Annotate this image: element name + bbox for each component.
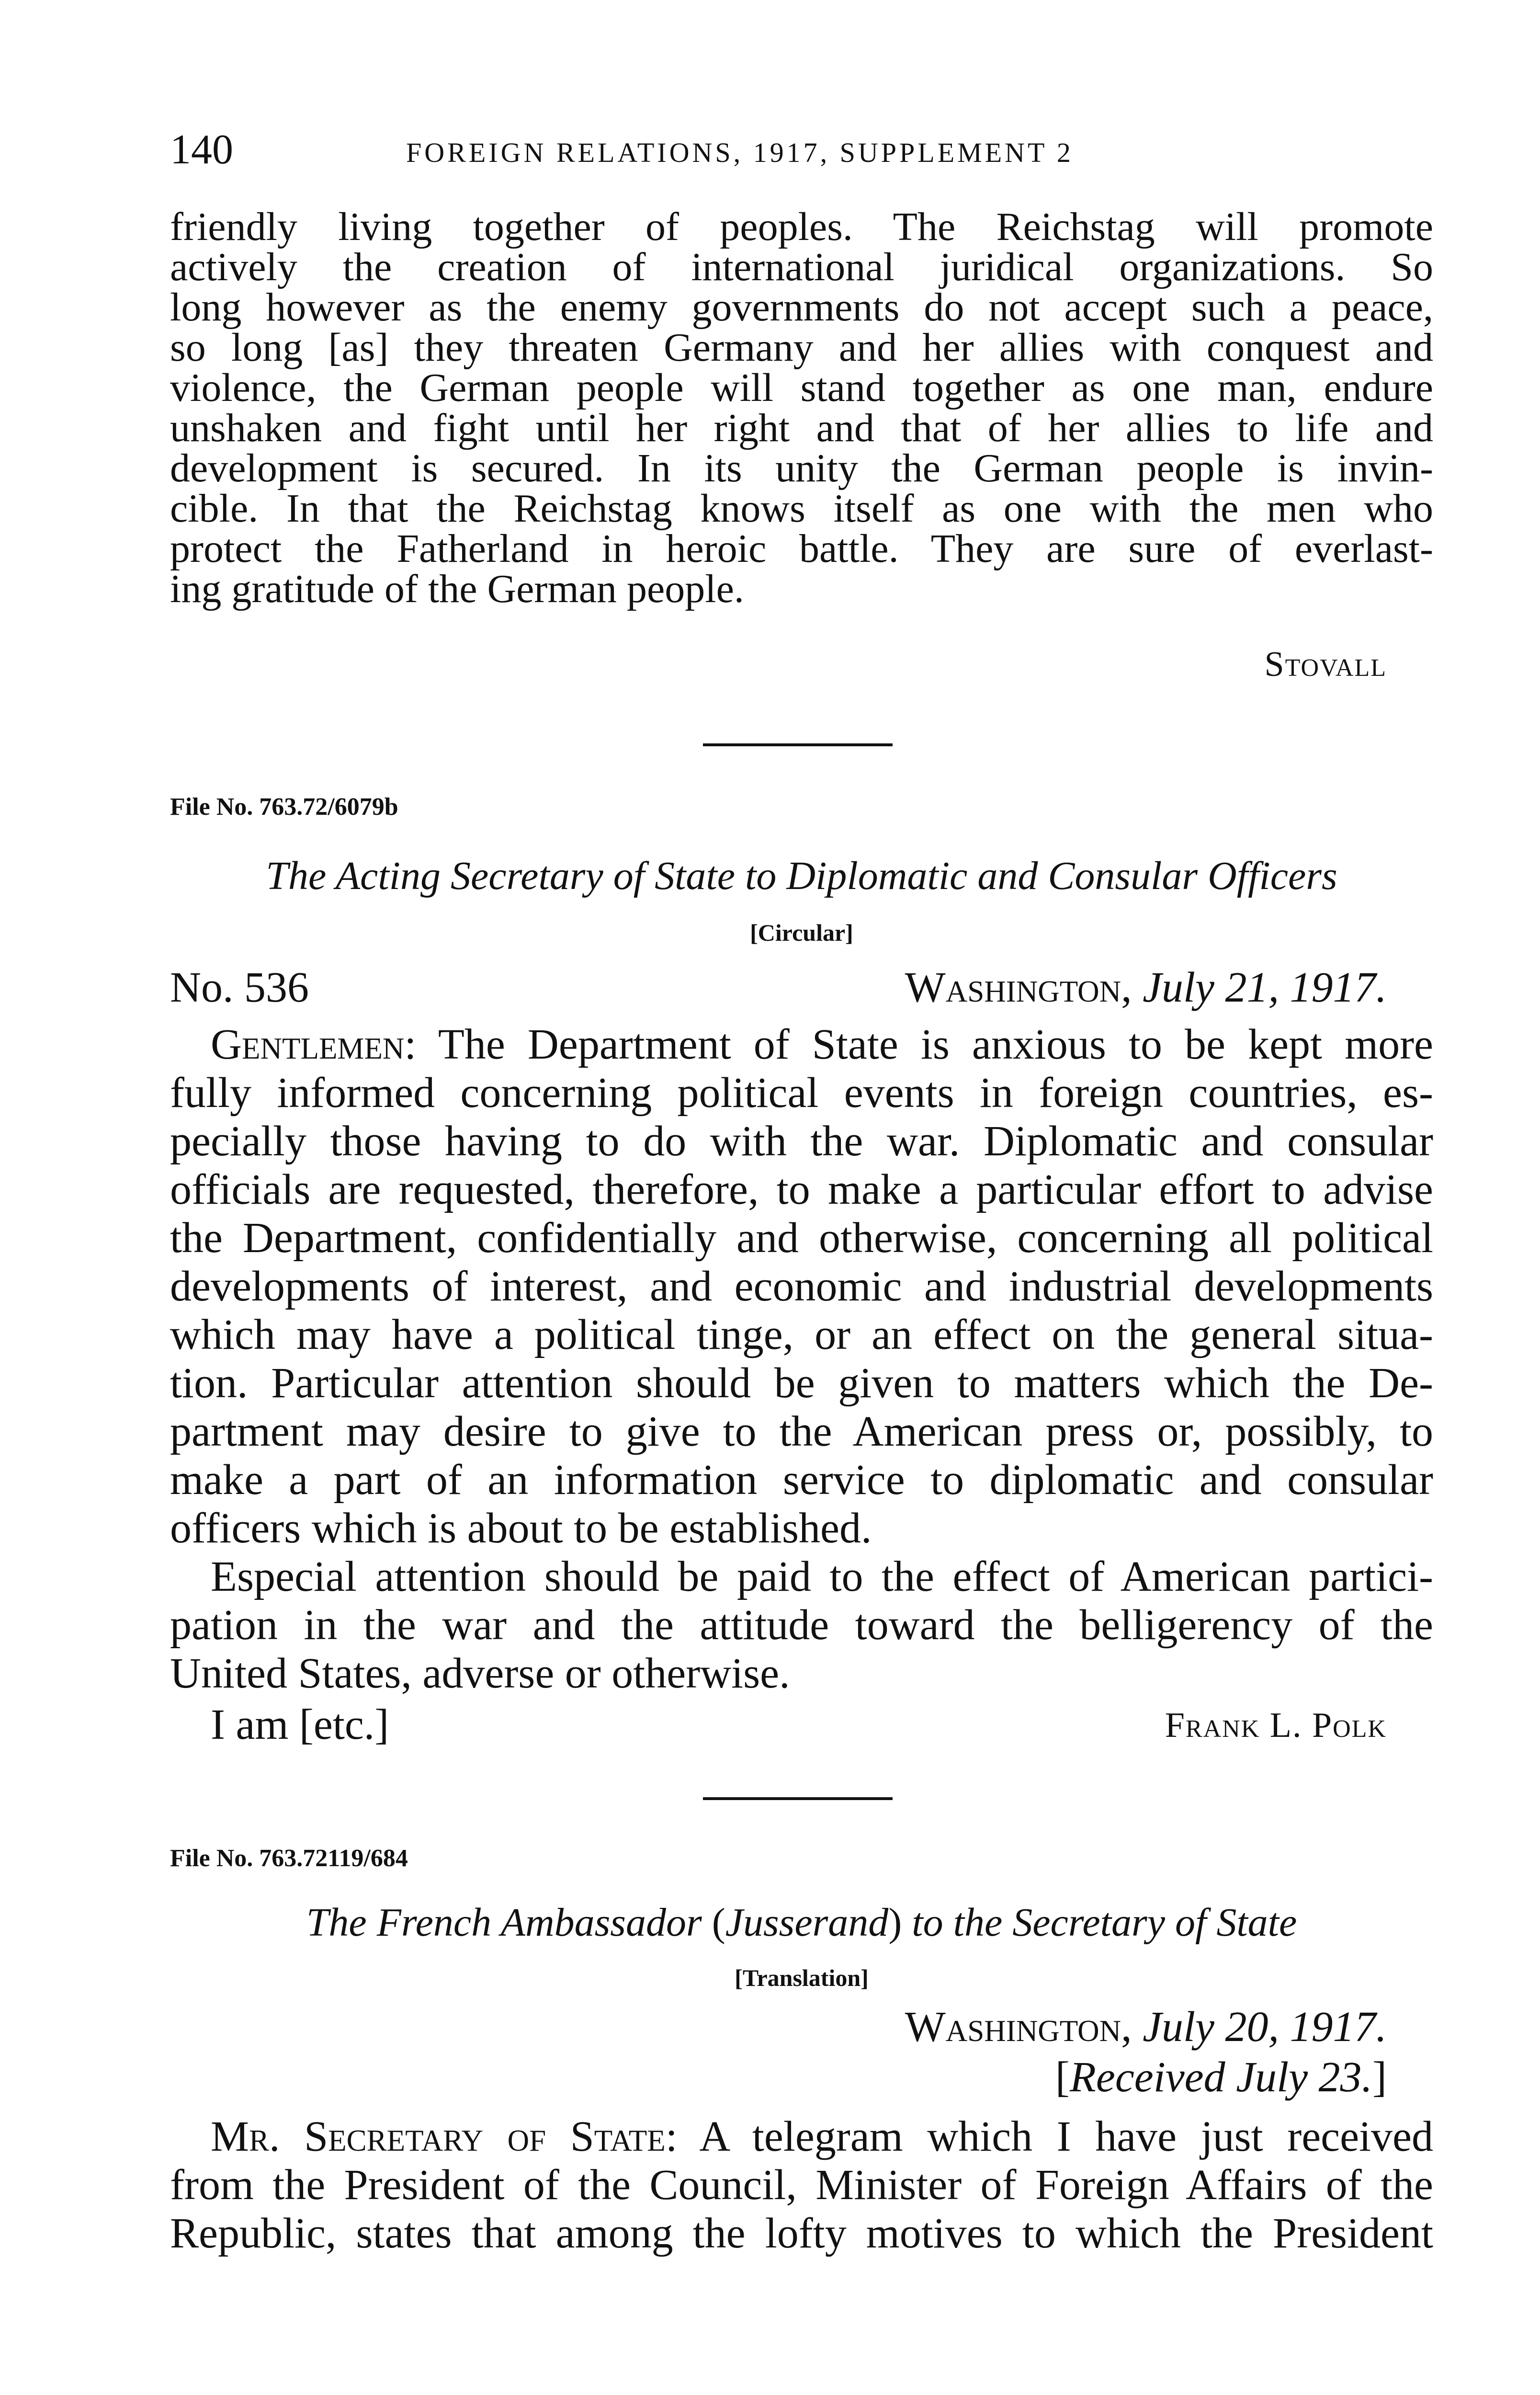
dateline-date: July 21, 1917.	[1143, 964, 1387, 1011]
text-line: Gentlemen: The Department of State is anxious to be kept more	[211, 1021, 1434, 1068]
text-line: developments of interest, and economic and industrial developments	[170, 1263, 1433, 1310]
text-line: Mr. Secretary of State: A telegram which I have just received	[211, 2113, 1433, 2160]
text-line: make a part of an information service to diplomatic and consular	[170, 1456, 1433, 1504]
text-line: Republic, states that among the lofty motives to which the President	[170, 2210, 1433, 2257]
text-line: pation in the war and the attitude toward the belligerency of the	[170, 1601, 1433, 1649]
dateline-place: Washington,	[905, 964, 1132, 1011]
page-number: 140	[170, 126, 233, 173]
translation-label: [Translation]	[735, 1964, 869, 1991]
dateline-date: July 20, 1917.	[1143, 2003, 1387, 2051]
running-title: FOREIGN RELATIONS, 1917, SUPPLEMENT 2	[406, 137, 1074, 168]
salutation: Mr. Secretary of State:	[211, 2113, 678, 2160]
section-divider	[703, 743, 893, 746]
circular-label: [Circular]	[750, 919, 853, 946]
closing: I am [etc.]	[211, 1701, 389, 1748]
text-line: violence, the German people will stand together as one man, endure	[170, 365, 1433, 410]
file-number: File No. 763.72119/684	[170, 1845, 408, 1872]
document-title: The French Ambassador (Jusserand) to the Secretary of State	[306, 1900, 1297, 1945]
text-line: development is secured. In its unity the German people is invin-	[170, 446, 1433, 490]
section-divider	[703, 1797, 893, 1800]
circular-number: No. 536	[170, 964, 309, 1011]
text-line: the Department, confidentially and otherwise, concerning all political	[170, 1214, 1433, 1262]
signature-stovall: Stovall	[1264, 645, 1387, 684]
continuation-paragraph	[170, 207, 1433, 609]
dateline	[905, 963, 1387, 1012]
file-number: File No. 763.72/6079b	[170, 793, 398, 821]
text-line: United States, adverse or otherwise.	[170, 1650, 790, 1697]
dateline	[905, 2002, 1387, 2052]
dateline-place: Washington,	[905, 2003, 1132, 2051]
text-line: pecially those having to do with the war. Diplomatic and consular	[170, 1118, 1433, 1165]
text-line: from the President of the Council, Minister of Foreign Affairs of the	[170, 2161, 1433, 2209]
ambassador-name: Jusserand	[725, 1900, 889, 1945]
text-line: Especial attention should be paid to the effect of American partici-	[211, 1553, 1433, 1600]
received-note: [Received July 23.]	[1055, 2053, 1387, 2101]
text-line: tion. Particular attention should be given to matters which the De-	[170, 1359, 1433, 1407]
circular-paragraph-2	[170, 1552, 1433, 1698]
circular-paragraph-1	[170, 1020, 1433, 1552]
text-line: ing gratitude of the German people.	[170, 567, 744, 611]
text-line: long however as the enemy governments do not accept such a peace,	[170, 285, 1433, 330]
text-line: protect the Fatherland in heroic battle. They are sure of everlast-	[170, 526, 1433, 571]
salutation: Gentlemen:	[211, 1021, 417, 1068]
text-line: which may have a political tinge, or an effect on the general situa-	[170, 1311, 1433, 1358]
text-line: fully informed concerning political events in foreign countries, es-	[170, 1069, 1433, 1117]
document-title: The Acting Secretary of State to Diplomatic and Consular Officers	[266, 854, 1337, 898]
text-line: cible. In that the Reichstag knows itself as one with the men who	[170, 486, 1433, 531]
text-line: actively the creation of international juridical organizations. So	[170, 245, 1433, 289]
text-line: partment may desire to give to the American press or, possibly, to	[170, 1408, 1433, 1455]
text-line: so long [as] they threaten Germany and her allies with conquest and	[170, 325, 1433, 370]
signature-polk: Frank L. Polk	[1165, 1706, 1387, 1745]
text-line: unshaken and fight until her right and that of her allies to life and	[170, 406, 1433, 450]
text-line: officers which is about to be established.	[170, 1505, 872, 1552]
text-line: friendly living together of peoples. The Reichstag will promote	[170, 205, 1433, 249]
text-line: officials are requested, therefore, to make a particular effort to advise	[170, 1166, 1433, 1213]
letter-paragraph-1	[170, 2112, 1433, 2258]
